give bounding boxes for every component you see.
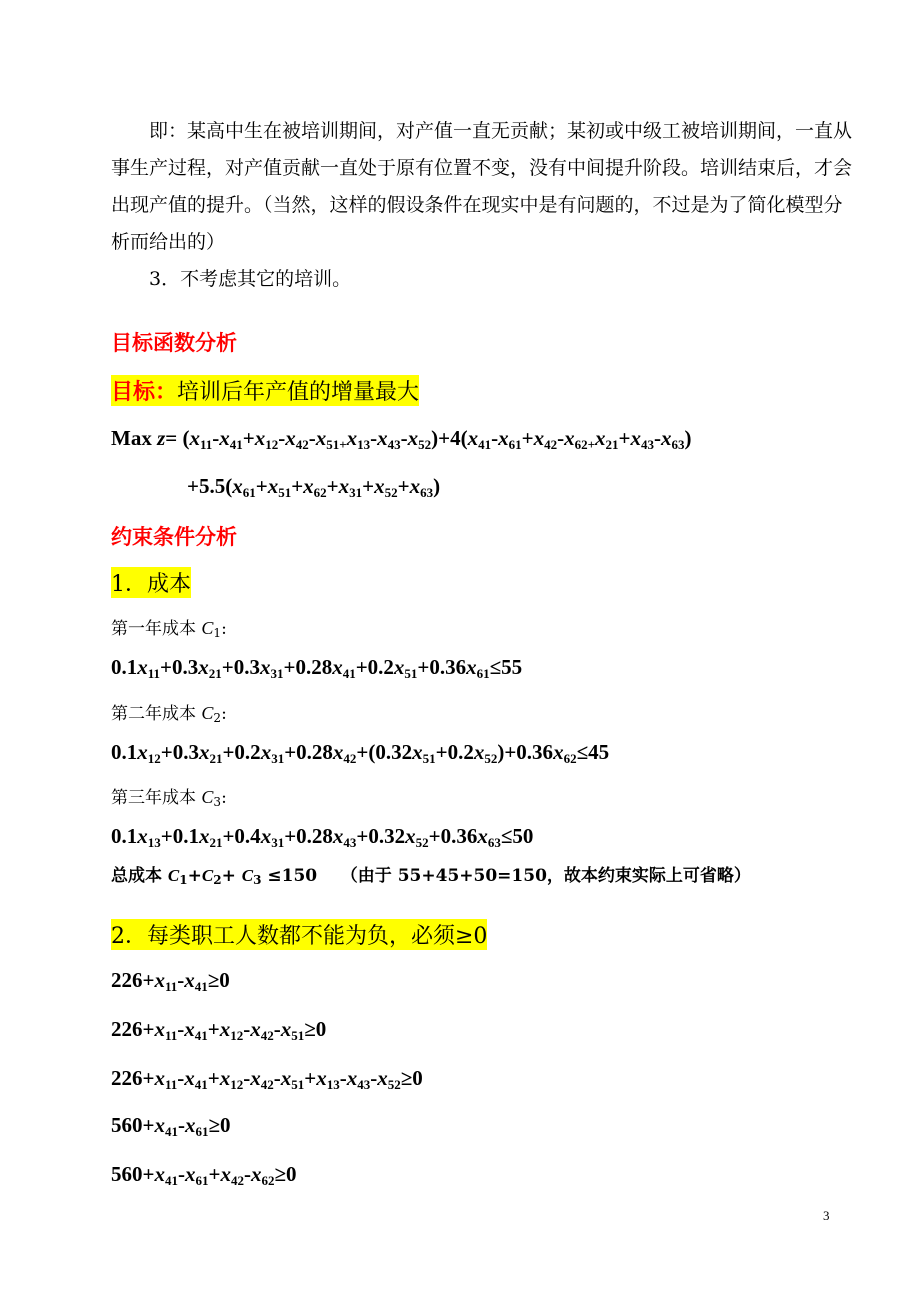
total-cost-line: 总成本 $C_1+C_2+ C_3 \le 150$ （由于 55+45+50=150，故本约束实际上可省略）	[111, 866, 751, 887]
section-constraints-heading: 约束条件分析	[111, 524, 237, 549]
cost-heading	[111, 567, 191, 598]
cost-c2-label: 第二年成本 $C_2$:	[111, 703, 227, 725]
cost-c3-label: 第三年成本 $C_3$:	[111, 787, 227, 809]
cost-c1-label: 第一年成本 $C_1$:	[111, 618, 227, 640]
total-cost-label: 总成本	[111, 866, 162, 886]
intro-line-3: 出现产值的提升。（当然，这样的假设条件在现实中是有问题的，不过是为了简化模型分	[111, 194, 843, 216]
objective-label: 目标：	[111, 379, 178, 405]
intro-line-2: 事生产过程，对产值贡献一直处于原有位置不变，没有中间提升阶段。培训结束后，才会	[111, 157, 853, 179]
cost-c1-constraint: $0.1x_{11}+0.3x_{21}+0.3x_{31}+0.28x_{41}+0.2x_{51}+0.36x_{61}\le 55$	[111, 655, 523, 681]
objective-text: 培训后年产值的增量最大	[177, 380, 420, 405]
nonneg-heading	[111, 919, 487, 950]
intro-line-1: 即：某高中生在被培训期间，对产值一直无贡献；某初或中级工被培训期间，一直从	[149, 120, 853, 142]
objective-formula-line-2: $+5.5(x_{61}+x_{51}+x_{62}+x_{31}+x_{52}+x_{63})$	[187, 474, 441, 500]
cost-c3-constraint: $0.1x_{13}+0.1x_{21}+0.4x_{31}+0.28x_{43}+0.32x_{52}+0.36x_{63}\le 50$	[111, 824, 534, 850]
assumption-3: 3．不考虑其它的培训。	[149, 268, 352, 290]
nonneg-constraint-2: $226+x_{11}-x_{41}+x_{12}-x_{42}-x_{51}\ge 0$	[111, 1017, 327, 1043]
intro-paragraph	[111, 113, 852, 261]
nonneg-constraint-3: $226+x_{11}-x_{41}+x_{12}-x_{42}-x_{51}+x_{13}-x_{43}-x_{52}\ge 0$	[111, 1066, 423, 1092]
c2-label-text: 第二年成本	[111, 704, 196, 724]
total-cost-bound: ≤150	[267, 866, 318, 886]
cost-c2-constraint: $0.1x_{12}+0.3x_{21}+0.2x_{31}+0.28x_{42}+(0.32x_{51}+0.2x_{52})+0.36x_{62}\le 45$	[111, 740, 610, 766]
total-cost-note: （由于 55+45+50=150，故本约束实际上可省略）	[340, 866, 751, 886]
cost-heading-text: 1．成本	[111, 572, 191, 597]
objective-statement	[111, 375, 419, 406]
nonneg-constraint-4: $560+x_{41}-x_{61}\ge 0$	[111, 1113, 231, 1139]
nonneg-constraint-1: $226+x_{11}-x_{41}\ge 0$	[111, 968, 230, 994]
c3-label-text: 第三年成本	[111, 788, 196, 808]
section-objective-heading: 目标函数分析	[111, 330, 237, 355]
page-number: 3	[823, 1208, 830, 1223]
objective-formula-line-1: Max $z= (x_{11}-x_{41}+x_{12}-x_{42}-x_{51+}x_{13}-x_{43}-x_{52})+4(x_{41}-x_{61}+x_{42}-x_{62+}x_{21}+x_{43}-x_{63})$	[111, 426, 692, 452]
intro-line-4: 析而给出的）	[111, 231, 226, 253]
nonneg-constraint-5: $560+x_{41}-x_{61}+x_{42}-x_{62}\ge 0$	[111, 1162, 297, 1188]
c1-label-text: 第一年成本	[111, 619, 196, 639]
nonneg-heading-text: 2．每类职工人数都不能为负，必须≥0	[111, 924, 488, 949]
